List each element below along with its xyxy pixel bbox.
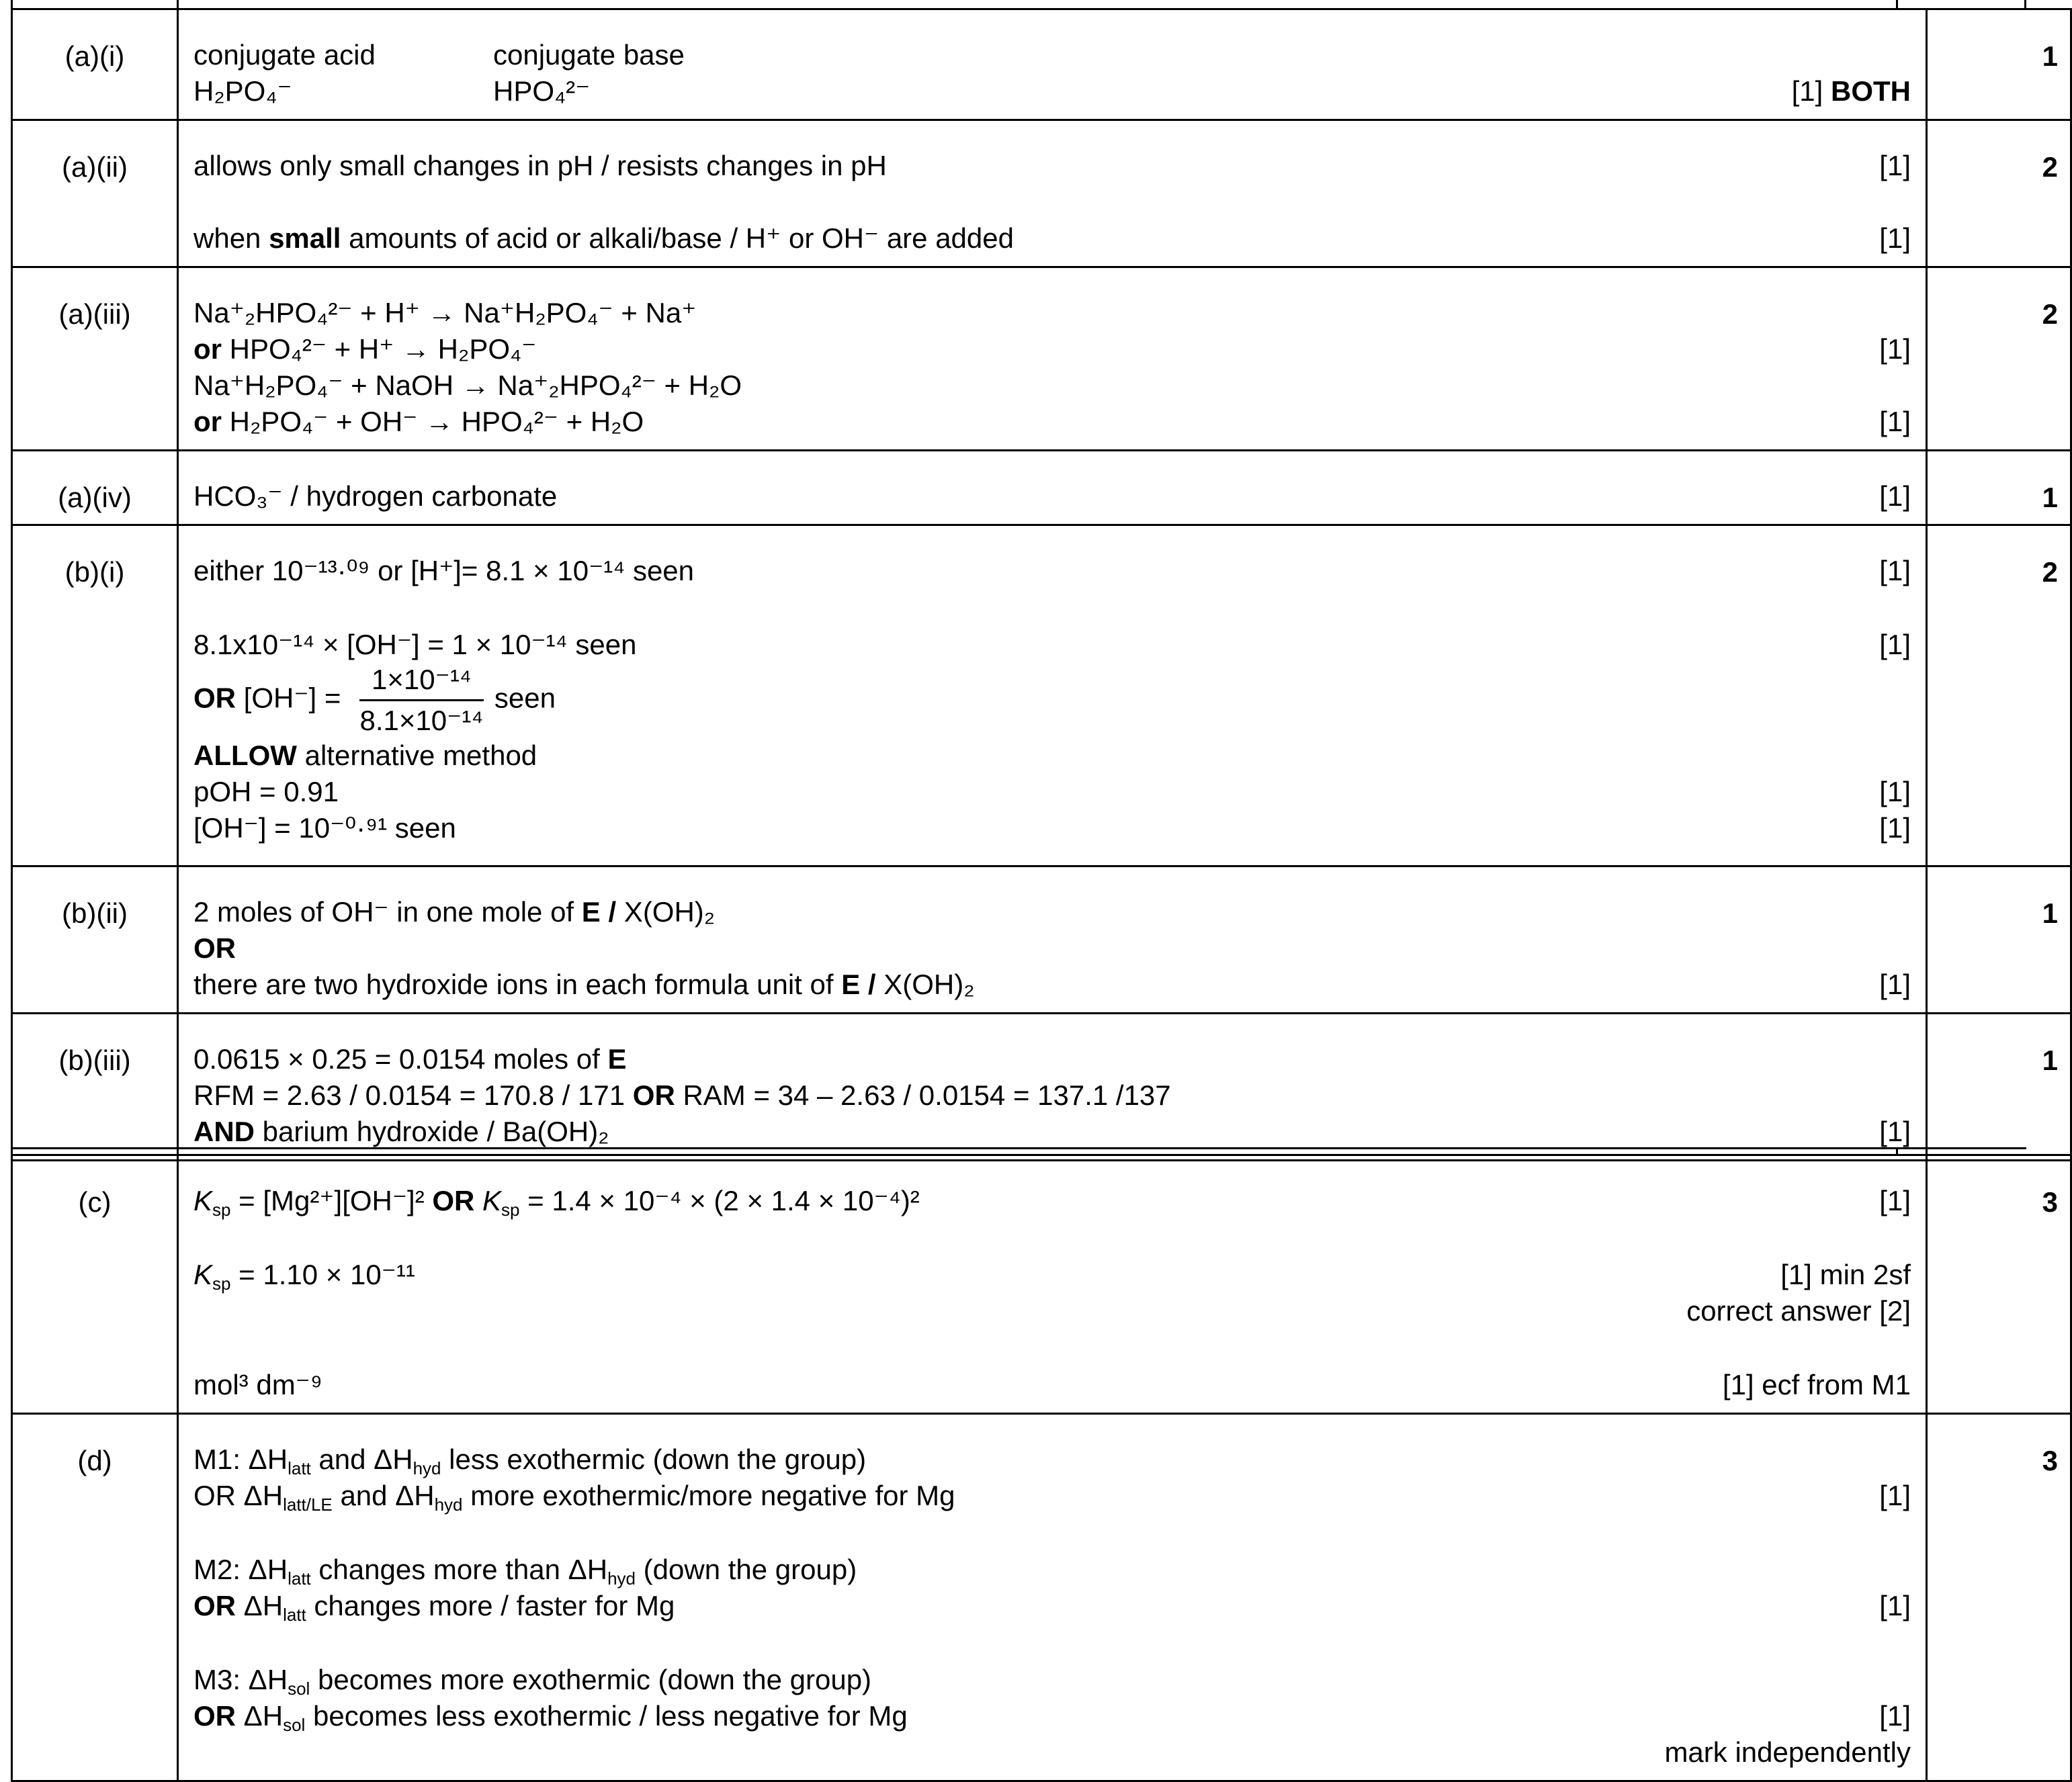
equation: H₂PO₄⁻ + OH⁻ → HPO₄²⁻ + H₂O [222, 406, 644, 437]
subscript: hyd [607, 1568, 636, 1589]
mark-label: [1] [1879, 1480, 1911, 1511]
question-number: (a)(i) [12, 9, 178, 120]
subscript: sol [283, 1715, 306, 1735]
answer-text: RFM = 2.63 / 0.0154 = 170.8 / 171 [193, 1079, 633, 1111]
conjugate-acid-heading: conjugate acid [193, 39, 376, 71]
border-tick [177, 1147, 179, 1154]
subscript: latt [283, 1605, 306, 1625]
answer-text: X(OH)₂ [616, 896, 716, 928]
table-row [12, 1014, 2071, 1161]
mark-label: [1] [1879, 812, 1911, 844]
question-number: (a)(iv) [12, 451, 178, 525]
answer-text: 2 moles of OH⁻ in one mole of [193, 896, 582, 928]
answer-text: M2: ΔH [193, 1554, 288, 1585]
answer-text: (down the group) [635, 1554, 857, 1585]
subscript: hyd [434, 1495, 463, 1515]
mark-label: [1] [1791, 75, 1831, 107]
or-bold: OR [432, 1185, 475, 1216]
ksp-subscript: sp [212, 1200, 231, 1220]
answer-text: X(OH)₂ [875, 969, 975, 1000]
mark-label: [1] [1879, 555, 1911, 586]
answer-text: and ΔH [332, 1480, 435, 1511]
table-row [12, 9, 2071, 120]
table-row [12, 866, 2071, 1014]
ksp-symbol: K [482, 1185, 502, 1216]
mark-label: [1] [1879, 1590, 1911, 1621]
question-number: (a)(iii) [12, 267, 178, 451]
conjugate-base-heading: conjugate base [493, 39, 685, 71]
or-bold: or [193, 333, 222, 365]
total-marks: 1 [1927, 866, 2071, 1014]
answer-text: changes more than ΔH [310, 1554, 608, 1585]
subscript: latt [288, 1568, 311, 1589]
answer-text: changes more / faster for Mg [306, 1590, 675, 1621]
ksp-subscript: sp [212, 1274, 231, 1294]
mark-label: [1] [1879, 1116, 1911, 1147]
equation: Na⁺H₂PO₄⁻ + NaOH → Na⁺₂HPO₄²⁻ + H₂O [193, 369, 742, 401]
question-number: (d) [12, 1414, 178, 1781]
total-marks: 2 [1927, 525, 2071, 866]
question-number: (b)(iii) [12, 1014, 178, 1161]
answer-text: M3: ΔH [193, 1664, 288, 1695]
border-tick [1896, 1147, 1898, 1154]
mark-label: [1] [1879, 1700, 1911, 1732]
answer-cell [178, 267, 1927, 451]
answer-line: HCO₃⁻ / hydrogen carbonate [193, 480, 558, 512]
and-bold: AND [193, 1116, 255, 1147]
or-bold: OR [632, 1079, 675, 1111]
page-break-line [11, 1147, 2026, 1149]
answer-text: = [Mg²⁺][OH⁻]² [230, 1185, 433, 1216]
answer-line: 8.1x10⁻¹⁴ × [OH⁻] = 1 × 10⁻¹⁴ seen [193, 629, 637, 660]
border-tick [11, 0, 13, 8]
answer-line: either 10⁻¹³·⁰⁹ or [H⁺]= 8.1 × 10⁻¹⁴ seen [193, 555, 695, 586]
answer-text: OR ΔH [193, 1480, 284, 1511]
answer-text: when [193, 222, 269, 254]
mark-scheme-table-1 [11, 8, 2072, 1161]
ksp-symbol: K [193, 1259, 213, 1290]
mark-label: [1] [1879, 776, 1911, 807]
fraction [359, 663, 484, 738]
equation: HPO₄²⁻ + H⁺ → H₂PO₄⁻ [222, 333, 537, 365]
answer-line: allows only small changes in pH / resists changes in pH [193, 150, 887, 181]
question-number: (b)(ii) [12, 866, 178, 1014]
answer-bold: E / [841, 969, 876, 1000]
mark-label: [1] [1879, 333, 1911, 365]
mark-label: [1] min 2sf [1780, 1259, 1911, 1290]
question-number: (c) [12, 1155, 178, 1414]
ksp-symbol: K [193, 1185, 213, 1216]
answer-bold: E [607, 1043, 627, 1075]
answer-cell [178, 1414, 1927, 1781]
border-tick [1896, 0, 1898, 8]
answer-cell [178, 1014, 1927, 1161]
mark-scheme-table-2 [11, 1154, 2072, 1782]
question-number: (b)(i) [12, 525, 178, 866]
mark-label: [1] [1879, 969, 1911, 1000]
answer-text: becomes less exothermic / less negative for Mg [305, 1700, 908, 1732]
answer-line: [OH⁻] = 10⁻⁰·⁹¹ seen [193, 812, 456, 844]
total-marks: 1 [1927, 451, 2071, 525]
conjugate-base-formula: HPO₄²⁻ [493, 75, 591, 107]
answer-cell [178, 525, 1927, 866]
ksp-subscript: sp [501, 1200, 520, 1220]
answer-text: alternative method [296, 740, 537, 771]
answer-text: [OH⁻] = [236, 682, 341, 714]
answer-text: and ΔH [310, 1443, 413, 1475]
mark-label: [1] [1879, 222, 1911, 254]
total-marks: 1 [1927, 1014, 2071, 1161]
or-bold: OR [193, 932, 236, 964]
border-tick [177, 0, 179, 8]
answer-bold: small [269, 222, 341, 254]
answer-text: amounts of acid or alkali/base / H⁺ or OH⁻ are added [341, 222, 1014, 254]
mark-label: [1] ecf from M1 [1722, 1369, 1911, 1400]
answer-cell [178, 866, 1927, 1014]
or-bold: OR [193, 1590, 236, 1621]
answer-text: ΔH [236, 1700, 284, 1732]
table-row [12, 120, 2071, 267]
table-row [12, 267, 2071, 451]
mark-label: [1] [1879, 406, 1911, 437]
answer-cell [178, 9, 1927, 120]
total-marks: 3 [1927, 1414, 2071, 1781]
answer-text: seen [494, 682, 556, 714]
table-row [12, 1155, 2071, 1414]
conjugate-acid-formula: H₂PO₄⁻ [193, 75, 292, 107]
table-row [12, 451, 2071, 525]
or-bold: or [193, 406, 222, 437]
fraction-denominator: 8.1×10⁻¹⁴ [359, 705, 484, 736]
subscript: latt [288, 1458, 311, 1478]
mark-label: [1] [1879, 150, 1911, 181]
answer-text: less exothermic (down the group) [441, 1443, 867, 1475]
answer-text: barium hydroxide / Ba(OH)₂ [255, 1116, 609, 1147]
subscript: sol [288, 1679, 310, 1699]
mark-label: [1] [1879, 480, 1911, 512]
mark-label: [1] [1879, 629, 1911, 660]
total-marks: 2 [1927, 120, 2071, 267]
total-marks: 3 [1927, 1155, 2071, 1414]
answer-text: = 1.10 × 10⁻¹¹ [230, 1259, 415, 1290]
question-number: (a)(ii) [12, 120, 178, 267]
table-row [12, 525, 2071, 866]
table-row [12, 1414, 2071, 1781]
mark-independently-note: mark independently [1664, 1736, 1911, 1768]
answer-text: there are two hydroxide ions in each formula unit of [193, 969, 842, 1000]
answer-cell [178, 451, 1927, 525]
answer-text: 0.0615 × 0.25 = 0.0154 moles of [193, 1043, 608, 1075]
total-marks: 1 [1927, 9, 2071, 120]
fraction-numerator: 1×10⁻¹⁴ [359, 663, 484, 701]
mark-label: [1] [1879, 1185, 1911, 1216]
equation: Na⁺₂HPO₄²⁻ + H⁺ → Na⁺H₂PO₄⁻ + Na⁺ [193, 297, 697, 328]
mark-both: BOTH [1831, 75, 1911, 107]
answer-line: pOH = 0.91 [193, 776, 339, 807]
answer-text: ΔH [236, 1590, 284, 1621]
answer-text: M1: ΔH [193, 1443, 288, 1475]
mark-label: correct answer [2] [1686, 1295, 1911, 1327]
allow-bold: ALLOW [193, 740, 297, 771]
answer-text: becomes more exothermic (down the group) [310, 1664, 872, 1695]
answer-bold: E / [581, 896, 617, 928]
border-tick [2024, 0, 2026, 8]
answer-cell [178, 1155, 1927, 1414]
answer-text: more exothermic/more negative for Mg [462, 1480, 955, 1511]
subscript: latt/LE [283, 1495, 333, 1515]
answer-text: RAM = 34 – 2.63 / 0.0154 = 137.1 /137 [675, 1079, 1171, 1111]
or-bold: OR [193, 1700, 236, 1732]
answer-text: = 1.4 × 10⁻⁴ × (2 × 1.4 × 10⁻⁴)² [519, 1185, 920, 1216]
answer-cell [178, 120, 1927, 267]
or-bold: OR [193, 682, 236, 714]
subscript: hyd [413, 1458, 441, 1478]
total-marks: 2 [1927, 267, 2071, 451]
units: mol³ dm⁻⁹ [193, 1369, 322, 1400]
